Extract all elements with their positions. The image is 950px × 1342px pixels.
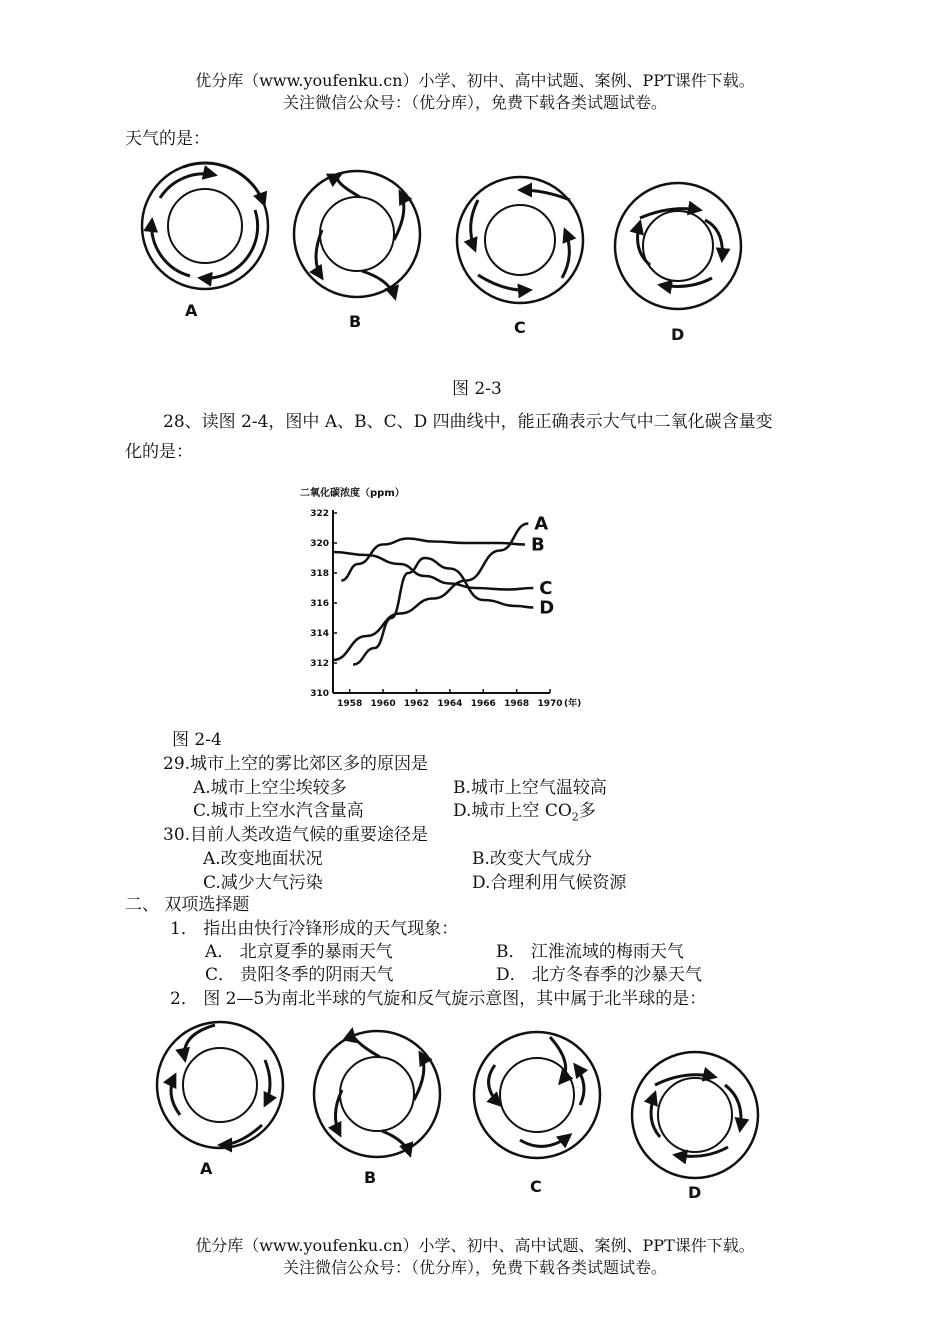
figure-2-3-caption: 图 2-3 xyxy=(452,379,502,399)
y-tick-label: 320 xyxy=(310,539,329,549)
series-line-c xyxy=(333,552,533,590)
y-tick-label: 322 xyxy=(310,509,329,519)
series-line-d xyxy=(353,558,533,665)
q29-option-d xyxy=(453,796,596,823)
chart-title: 二氧化碳浓度（ppm） xyxy=(300,488,405,499)
x-tick-label: 1968 xyxy=(504,699,530,709)
fig25-cyclone-d xyxy=(632,1052,758,1178)
header-line-2: 关注微信公众号：（优分库），免费下载各类试题试卷。 xyxy=(282,93,667,112)
fig25-cyclone-b xyxy=(314,1030,440,1157)
question-28-line-2: 化的是： xyxy=(125,442,193,462)
fig23-label-a: A xyxy=(185,301,198,320)
cyclone-b xyxy=(294,171,420,298)
y-tick-label: 314 xyxy=(310,629,329,639)
series-label-a: A xyxy=(534,513,549,535)
section-2-title: 二、 双项选择题 xyxy=(125,895,250,915)
double-q1-option-d: D． 北方冬春季的沙暴天气 xyxy=(496,965,703,985)
x-tick-label: 1964 xyxy=(437,699,463,709)
co2-chart xyxy=(290,480,620,715)
fig23-label-b: B xyxy=(349,312,362,331)
fig25-label-a: A xyxy=(200,1159,213,1178)
q30-option-c: C.减少大气污染 xyxy=(203,873,323,893)
y-tick-label: 318 xyxy=(310,569,329,579)
q29-option-a: A.城市上空尘埃较多 xyxy=(193,778,347,798)
q29-option-b: B.城市上空气温较高 xyxy=(453,778,607,798)
x-tick-label: 1960 xyxy=(370,699,396,709)
y-tick-label: 316 xyxy=(310,599,329,609)
question-29-stem: 29.城市上空的雾比郊区多的原因是 xyxy=(163,754,429,774)
fig25-label-c: C xyxy=(530,1177,542,1196)
cyclone-c xyxy=(457,177,583,303)
fig25-label-d: D xyxy=(688,1183,702,1202)
x-tick-label: 1966 xyxy=(470,699,496,709)
q30-option-d: D.合理利用气候资源 xyxy=(472,873,627,893)
fig23-label-c: C xyxy=(514,318,526,337)
x-tick-label: 1962 xyxy=(403,699,429,709)
series-label-c: C xyxy=(539,578,553,599)
double-q1-option-a: A． 北京夏季的暴雨天气 xyxy=(205,942,393,962)
y-tick-label: 310 xyxy=(310,689,329,699)
double-q1-option-c: C． 贵阳冬季的阴雨天气 xyxy=(205,965,394,985)
x-axis-label: (年) xyxy=(564,699,582,709)
q29-option-d-suffix: 多 xyxy=(578,801,596,821)
cyclone-d xyxy=(615,183,741,309)
footer-line-2: 关注微信公众号：（优分库），免费下载各类试题试卷。 xyxy=(282,1258,667,1277)
fig23-label-d: D xyxy=(671,325,685,344)
double-q1-option-b: B． 江淮流域的梅雨天气 xyxy=(496,942,684,962)
x-tick-label: 1958 xyxy=(337,699,363,709)
fig25-cyclone-c xyxy=(474,1032,600,1158)
figure-2-3 xyxy=(0,150,950,360)
double-q2-stem: 2． 图 2—5为南北半球的气旋和反气旋示意图，其中属于北半球的是： xyxy=(170,989,707,1009)
q30-option-b: B.改变大气成分 xyxy=(472,849,592,869)
question-27-tail: 天气的是： xyxy=(125,129,210,149)
y-tick-label: 312 xyxy=(310,659,329,669)
q30-option-a: A.改变地面状况 xyxy=(203,849,323,869)
q29-option-d-sub: 2 xyxy=(571,810,579,824)
fig25-cyclone-a xyxy=(157,1022,283,1148)
footer-line-1: 优分库（www.youfenku.cn）小学、初中、高中试题、案例、PPT课件下载。 xyxy=(195,1236,755,1255)
question-30-stem: 30.目前人类改造气候的重要途径是 xyxy=(163,825,429,845)
q29-option-d-prefix: D.城市上空 CO xyxy=(453,801,572,821)
question-28-line-1: 28、读图 2-4，图中 A、B、C、D 四曲线中，能正确表示大气中二氧化碳含量变 xyxy=(163,412,773,432)
cyclone-a xyxy=(142,150,268,289)
double-q1-stem: 1． 指出由快行冷锋形成的天气现象： xyxy=(170,919,459,939)
x-tick-label: 1970 xyxy=(537,699,563,709)
figure-2-4-caption: 图 2-4 xyxy=(172,730,222,750)
figure-2-5 xyxy=(0,1005,950,1205)
series-label-d: D xyxy=(539,597,555,619)
fig25-label-b: B xyxy=(364,1168,377,1187)
series-label-b: B xyxy=(530,534,545,556)
q29-option-c: C.城市上空水汽含量高 xyxy=(193,801,364,821)
header-line-1: 优分库（www.youfenku.cn）小学、初中、高中试题、案例、PPT课件下载。 xyxy=(195,71,755,90)
